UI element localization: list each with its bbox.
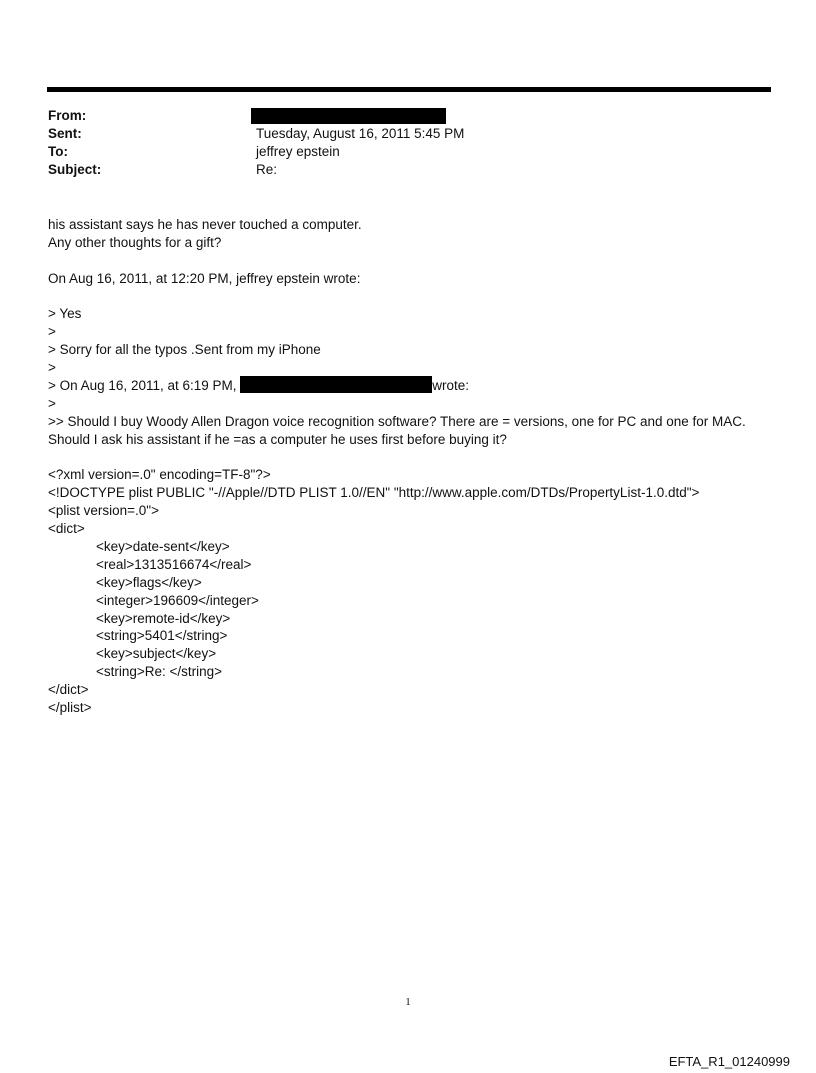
plist-line: </dict> — [48, 682, 89, 698]
plist-line: <dict> — [48, 521, 85, 537]
body-line: Should I ask his assistant if he =as a computer he uses first before buying it? — [48, 431, 507, 447]
redacted-sender — [251, 108, 446, 124]
plist-line: <key>date-sent</key> — [96, 539, 230, 555]
plist-line: <string>Re: </string> — [96, 664, 223, 680]
sent-label: Sent: — [48, 126, 82, 141]
plist-line: <?xml version=.0" encoding=TF-8"?> — [48, 467, 271, 483]
quoted-line: > Yes — [48, 306, 82, 322]
plist-line: </plist> — [48, 700, 92, 716]
page-number: 1 — [405, 996, 411, 1008]
body-line: Any other thoughts for a gift? — [48, 234, 222, 250]
quoted-attribution-prefix: > On Aug 16, 2011, at 6:19 PM, — [48, 378, 237, 394]
plist-line: <key>flags</key> — [96, 574, 202, 590]
from-label: From: — [48, 108, 87, 123]
plist-line: <key>subject</key> — [96, 646, 217, 662]
redacted-name — [240, 376, 432, 393]
subject-label: Subject: — [48, 162, 102, 177]
plist-line: <string>5401</string> — [96, 628, 228, 644]
quoted-line: > — [48, 395, 56, 411]
to-value: jeffrey epstein — [256, 144, 340, 159]
blank-line — [48, 252, 788, 270]
quoted-line: > — [48, 360, 56, 376]
quoted-attribution — [48, 377, 788, 395]
quoted-line: >> Should I buy Woody Allen Dragon voice recognition software? There are = versions, one for PC and one for MAC. — [48, 413, 746, 429]
quoted-line: > Sorry for all the typos .Sent from my iPhone — [48, 342, 321, 358]
plist-line: <integer>196609</integer> — [96, 592, 259, 608]
subject-value: Re: — [256, 162, 278, 177]
plist-line: <!DOCTYPE plist PUBLIC "-//Apple//DTD PLIST 1.0//EN" "http://www.apple.com/DTDs/PropertyList-1.0.dtd"> — [48, 485, 700, 501]
header-rule — [47, 87, 771, 92]
blank-line — [48, 288, 788, 306]
sent-value: Tuesday, August 16, 2011 5:45 PM — [256, 126, 465, 141]
plist-line: <real>1313516674</real> — [96, 556, 252, 572]
plist-line: <plist version=.0"> — [48, 503, 159, 519]
document-id-stamp: EFTA_R1_01240999 — [668, 1054, 790, 1069]
quoted-line: > — [48, 324, 56, 340]
email-body — [48, 216, 788, 717]
to-label: To: — [48, 144, 68, 159]
quoted-attribution-suffix: wrote: — [432, 378, 470, 394]
plist-line: <key>remote-id</key> — [96, 610, 231, 626]
reply-attribution: On Aug 16, 2011, at 12:20 PM, jeffrey epstein wrote: — [48, 270, 361, 286]
blank-line — [48, 449, 788, 467]
body-line: his assistant says he has never touched a computer. — [48, 217, 362, 232]
